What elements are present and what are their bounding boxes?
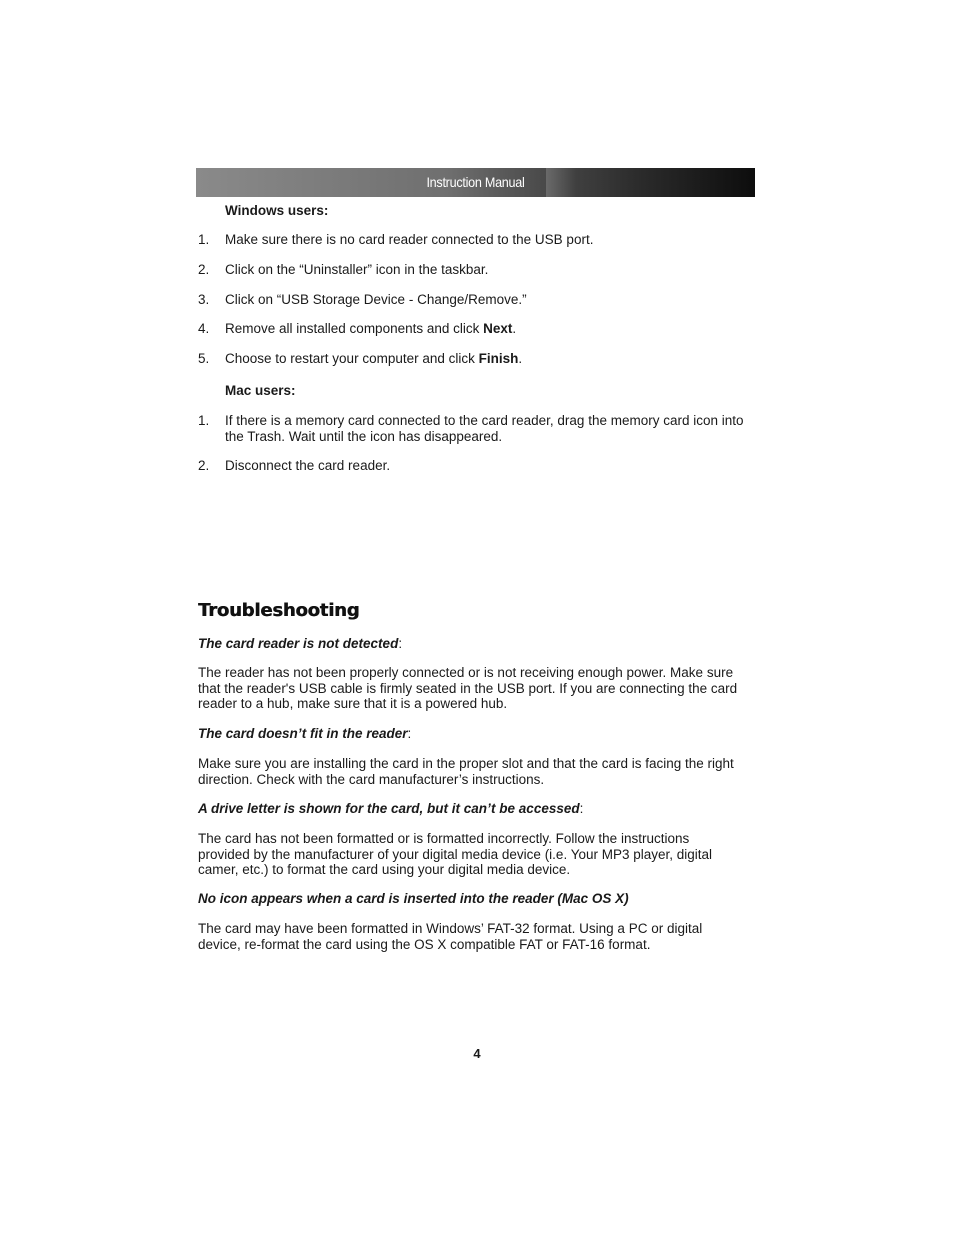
step-number: 2. <box>198 458 210 473</box>
question-heading: No icon appears when a card is inserted into the reader (Mac OS X) <box>198 891 629 906</box>
mac-users-heading: Mac users: <box>225 383 296 398</box>
step-number: 3. <box>198 292 210 307</box>
step-text: Choose to restart your computer and click Finish. <box>225 351 523 366</box>
step-text: Disconnect the card reader. <box>225 458 391 473</box>
answer-paragraph: Make sure you are installing the card in the proper slot and that the card is facing the right direction. Check with the card manufacturer’s instructions. <box>198 756 734 787</box>
step-text: Click on the “Uninstaller” icon in the taskbar. <box>225 262 489 277</box>
header-bar <box>196 168 755 197</box>
step-number: 5. <box>198 351 210 366</box>
question-heading: The card reader is not detected: <box>198 636 403 651</box>
answer-paragraph: The card may have been formatted in Windows’ FAT-32 format. Using a PC or digital device, re-format the card using the OS X compatible FAT or FAT-16 format. <box>198 921 703 952</box>
answer-paragraph: The card has not been formatted or is formatted incorrectly. Follow the instructions provided by the manufacturer of your digital media device (i.e. Your MP3 player, digital camer, etc.) to format the card using your digital media device. <box>198 831 713 877</box>
step-number: 4. <box>198 321 210 336</box>
step-text: Remove all installed components and click Next. <box>225 321 517 336</box>
windows-users-heading: Windows users: <box>225 203 329 218</box>
step-number: 1. <box>198 413 210 428</box>
header-title: Instruction Manual <box>426 174 525 190</box>
step-text: Make sure there is no card reader connected to the USB port. <box>225 232 594 247</box>
step-number: 2. <box>198 262 210 277</box>
section-title: Troubleshooting <box>198 600 360 621</box>
page-number: 4 <box>473 1046 481 1061</box>
step-number: 1. <box>198 232 210 247</box>
question-heading: A drive letter is shown for the card, but it can’t be accessed: <box>198 801 584 816</box>
question-heading: The card doesn’t fit in the reader: <box>198 726 412 741</box>
step-text: Click on “USB Storage Device - Change/Remove.” <box>225 292 527 307</box>
step-text: If there is a memory card connected to the card reader, drag the memory card icon into the Trash. Wait until the icon has disappeared. <box>225 413 744 444</box>
answer-paragraph: The reader has not been properly connected or is not receiving enough power. Make sure that the reader's USB cable is firmly seated in the USB port. If you are connecting the card reader to a hub, make sure that it is a powered hub. <box>198 665 738 711</box>
